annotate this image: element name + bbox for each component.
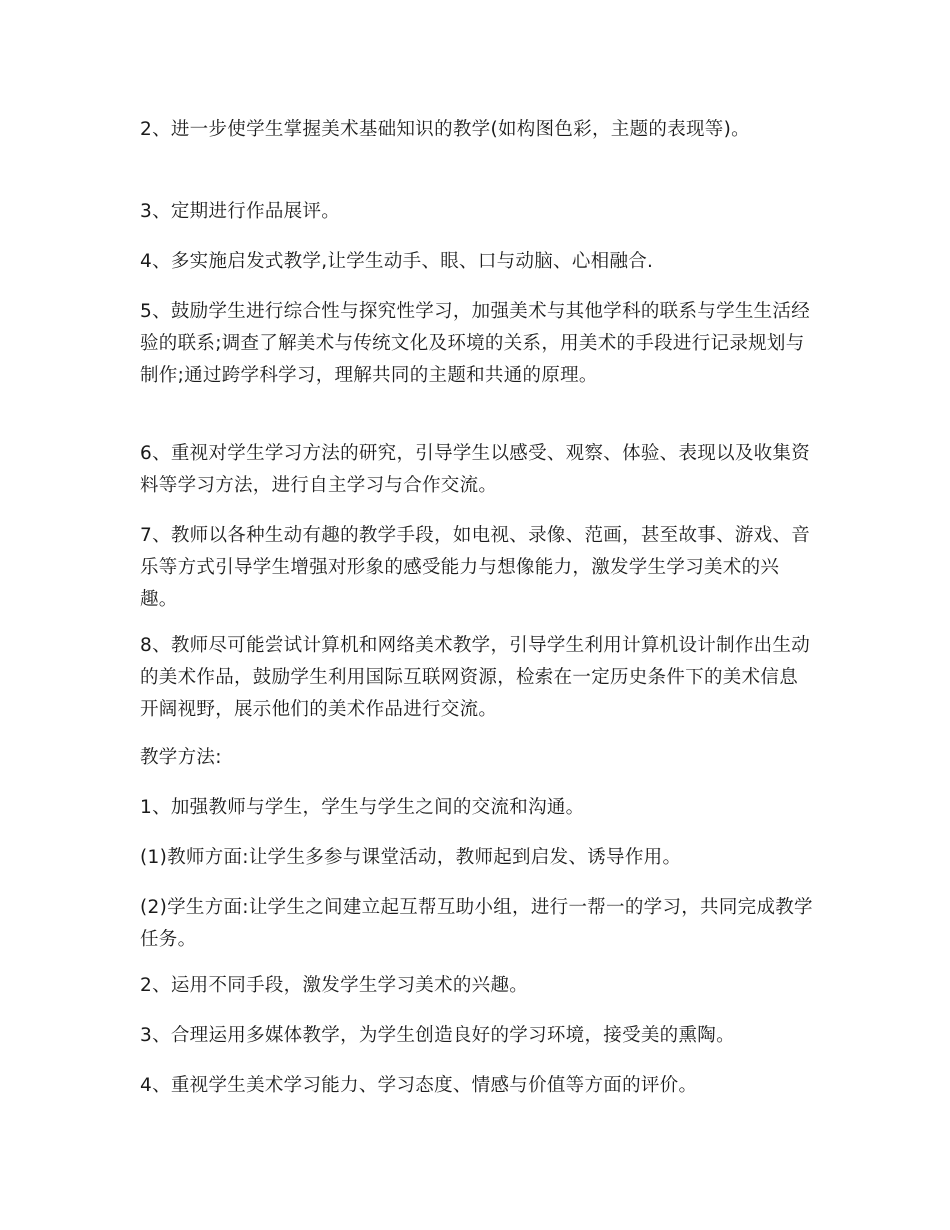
method-item-1: 1、加强教师与学生，学生与学生之间的交流和沟通。 [140, 797, 585, 818]
paragraph-item-7: 7、教师以各种生动有趣的教学手段，如电视、录像、范画，甚至故事、游戏、音乐等方式引导学生增强对形象的感受能力与想像能力，激发学生学习美术的兴趣。 [140, 525, 811, 610]
method-subitem-teacher: (1)教师方面:让学生多参与课堂活动，教师起到启发、诱导作用。 [140, 847, 682, 868]
paragraph-item-8: 8、教师尽可能尝试计算机和网络美术教学，引导学生利用计算机设计制作出生动的美术作品，鼓励学生利用国际互联网资源，检索在一定历史条件下的美术信息开阔视野，展示他们的美术作品进行交流。 [140, 635, 811, 720]
paragraph-item-2: 2、进一步使学生掌握美术基础知识的教学(如构图色彩，主题的表现等)。 [140, 119, 750, 140]
paragraph-item-3: 3、定期进行作品展评。 [140, 201, 341, 222]
method-item-3: 3、合理运用多媒体教学，为学生创造良好的学习环境，接受美的熏陶。 [140, 1025, 735, 1046]
section-heading-teaching-methods: 教学方法: [140, 747, 222, 768]
paragraph-item-6: 6、重视对学生学习方法的研究，引导学生以感受、观察、体验、表现以及收集资料等学习方法，进行自主学习与合作交流。 [140, 443, 811, 496]
method-subitem-student: (2)学生方面:让学生之间建立起互帮互助小组，进行一帮一的学习，共同完成教学任务。 [140, 897, 813, 950]
paragraph-item-4: 4、多实施启发式教学,让学生动手、眼、口与动脑、心相融合. [140, 251, 654, 272]
method-item-4: 4、重视学生美术学习能力、学习态度、情感与价值等方面的评价。 [140, 1075, 698, 1096]
method-item-2: 2、运用不同手段，激发学生学习美术的兴趣。 [140, 975, 529, 996]
paragraph-item-5: 5、鼓励学生进行综合性与探究性学习，加强美术与其他学科的联系与学生生活经验的联系;调查了解美术与传统文化及环境的关系，用美术的手段进行记录规划与制作;通过跨学科学习，理解共同的主题和共通的原理。 [140, 301, 811, 386]
